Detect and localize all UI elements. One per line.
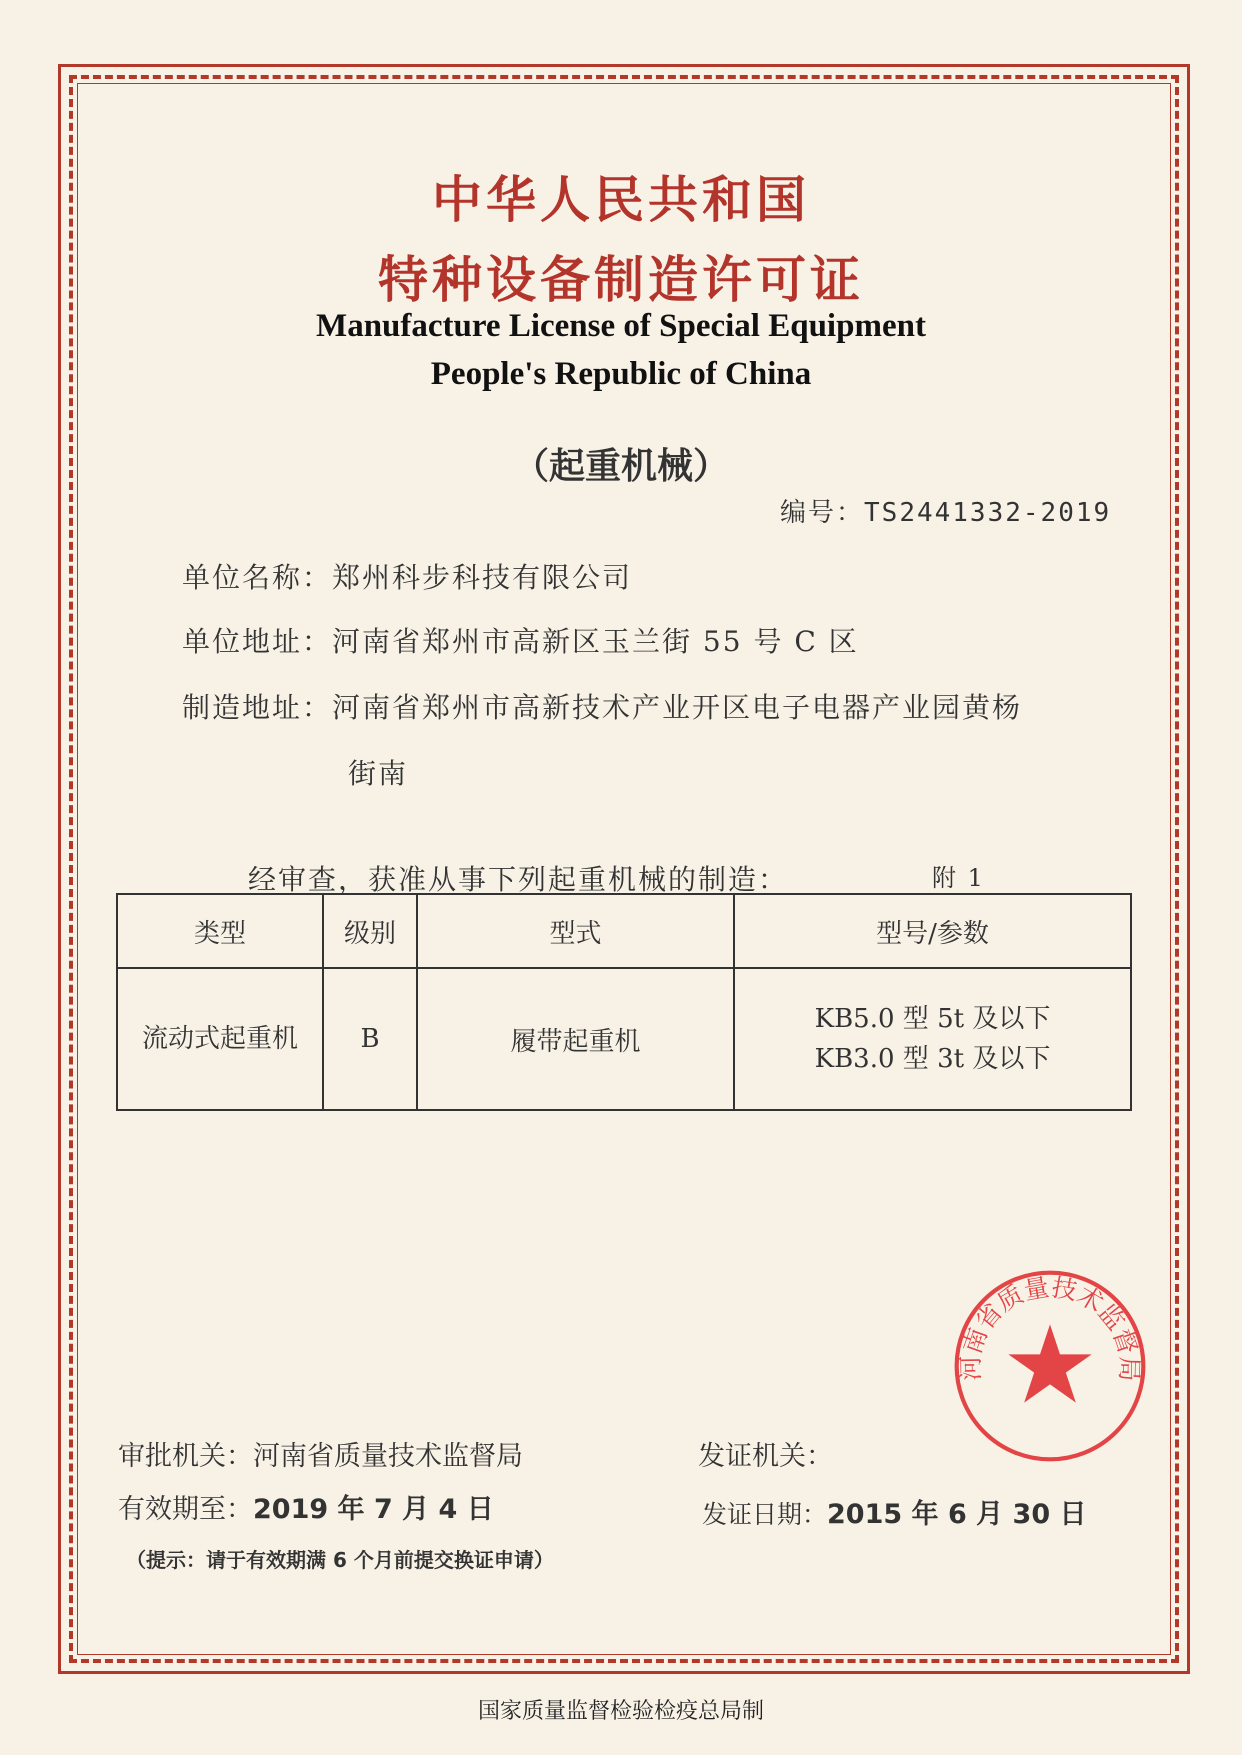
header-type: 类型 (117, 894, 323, 968)
issue-date (702, 1492, 1087, 1531)
title-en-line2: People's Republic of China (430, 356, 812, 392)
field-value: 河南省郑州市高新区玉兰街 55 号 C 区 (332, 625, 859, 658)
field-manufacture-address-cont: 街南 (348, 757, 409, 790)
cell-type: 流动式起重机 (117, 968, 323, 1110)
renewal-notice: （提示：请于有效期满 6 个月前提交换证申请） (126, 1548, 554, 1572)
table-header-row (117, 894, 1131, 968)
license-number-label: 编号： (780, 498, 865, 528)
cell-form: 履带起重机 (417, 968, 734, 1110)
title-cn-line2: 特种设备制造许可证 (378, 251, 864, 309)
field-label: 制造地址： (182, 691, 333, 724)
valid-until-label: 有效期至： (118, 1494, 253, 1525)
issuer-footer: 国家质量监督检验检疫总局制 (477, 1699, 764, 1724)
title-cn-line1: 中华人民共和国 (432, 171, 810, 229)
equipment-category: （起重机械） (512, 446, 729, 487)
approval-authority (118, 1434, 523, 1473)
seal-star-icon (1008, 1324, 1091, 1402)
seal-text: 河南省质量技术监督局 (955, 1272, 1145, 1382)
header-model: 型号/参数 (734, 894, 1131, 968)
model-line: KB3.0 型 3t 及以下 (814, 1044, 1051, 1074)
cell-models (734, 968, 1131, 1110)
approval-authority-value: 河南省质量技术监督局 (253, 1441, 523, 1472)
field-label: 单位地址： (182, 625, 333, 658)
cell-level: B (323, 968, 417, 1110)
approval-statement: 经审查，获准从事下列起重机械的制造： (248, 863, 789, 896)
field-manufacture-address (182, 686, 1022, 726)
license-number (780, 492, 1111, 529)
header-level: 级别 (323, 894, 417, 968)
model-line: KB5.0 型 5t 及以下 (814, 1004, 1051, 1034)
issue-date-value: 2015 年 6 月 30 日 (827, 1499, 1087, 1530)
field-value: 郑州科步科技有限公司 (332, 561, 633, 594)
header-form: 型式 (417, 894, 734, 968)
valid-until (118, 1487, 494, 1526)
license-number-value: TS2441332-2019 (864, 498, 1112, 528)
field-value: 河南省郑州市高新技术产业开区电子电器产业园黄杨 (332, 691, 1023, 724)
appendix-label: 附 1 (932, 864, 985, 892)
valid-until-value: 2019 年 7 月 4 日 (253, 1494, 494, 1525)
field-company-address (182, 620, 859, 660)
table-row (117, 968, 1131, 1110)
field-company-name (182, 556, 632, 596)
title-en-line1: Manufacture License of Special Equipment (316, 308, 926, 344)
approval-authority-label: 审批机关： (118, 1441, 253, 1472)
issuing-authority-label: 发证机关： (698, 1441, 833, 1472)
field-label: 单位名称： (182, 561, 333, 594)
issue-date-label: 发证日期： (702, 1500, 828, 1529)
approved-items-table (116, 893, 1132, 1111)
official-seal (950, 1266, 1150, 1466)
